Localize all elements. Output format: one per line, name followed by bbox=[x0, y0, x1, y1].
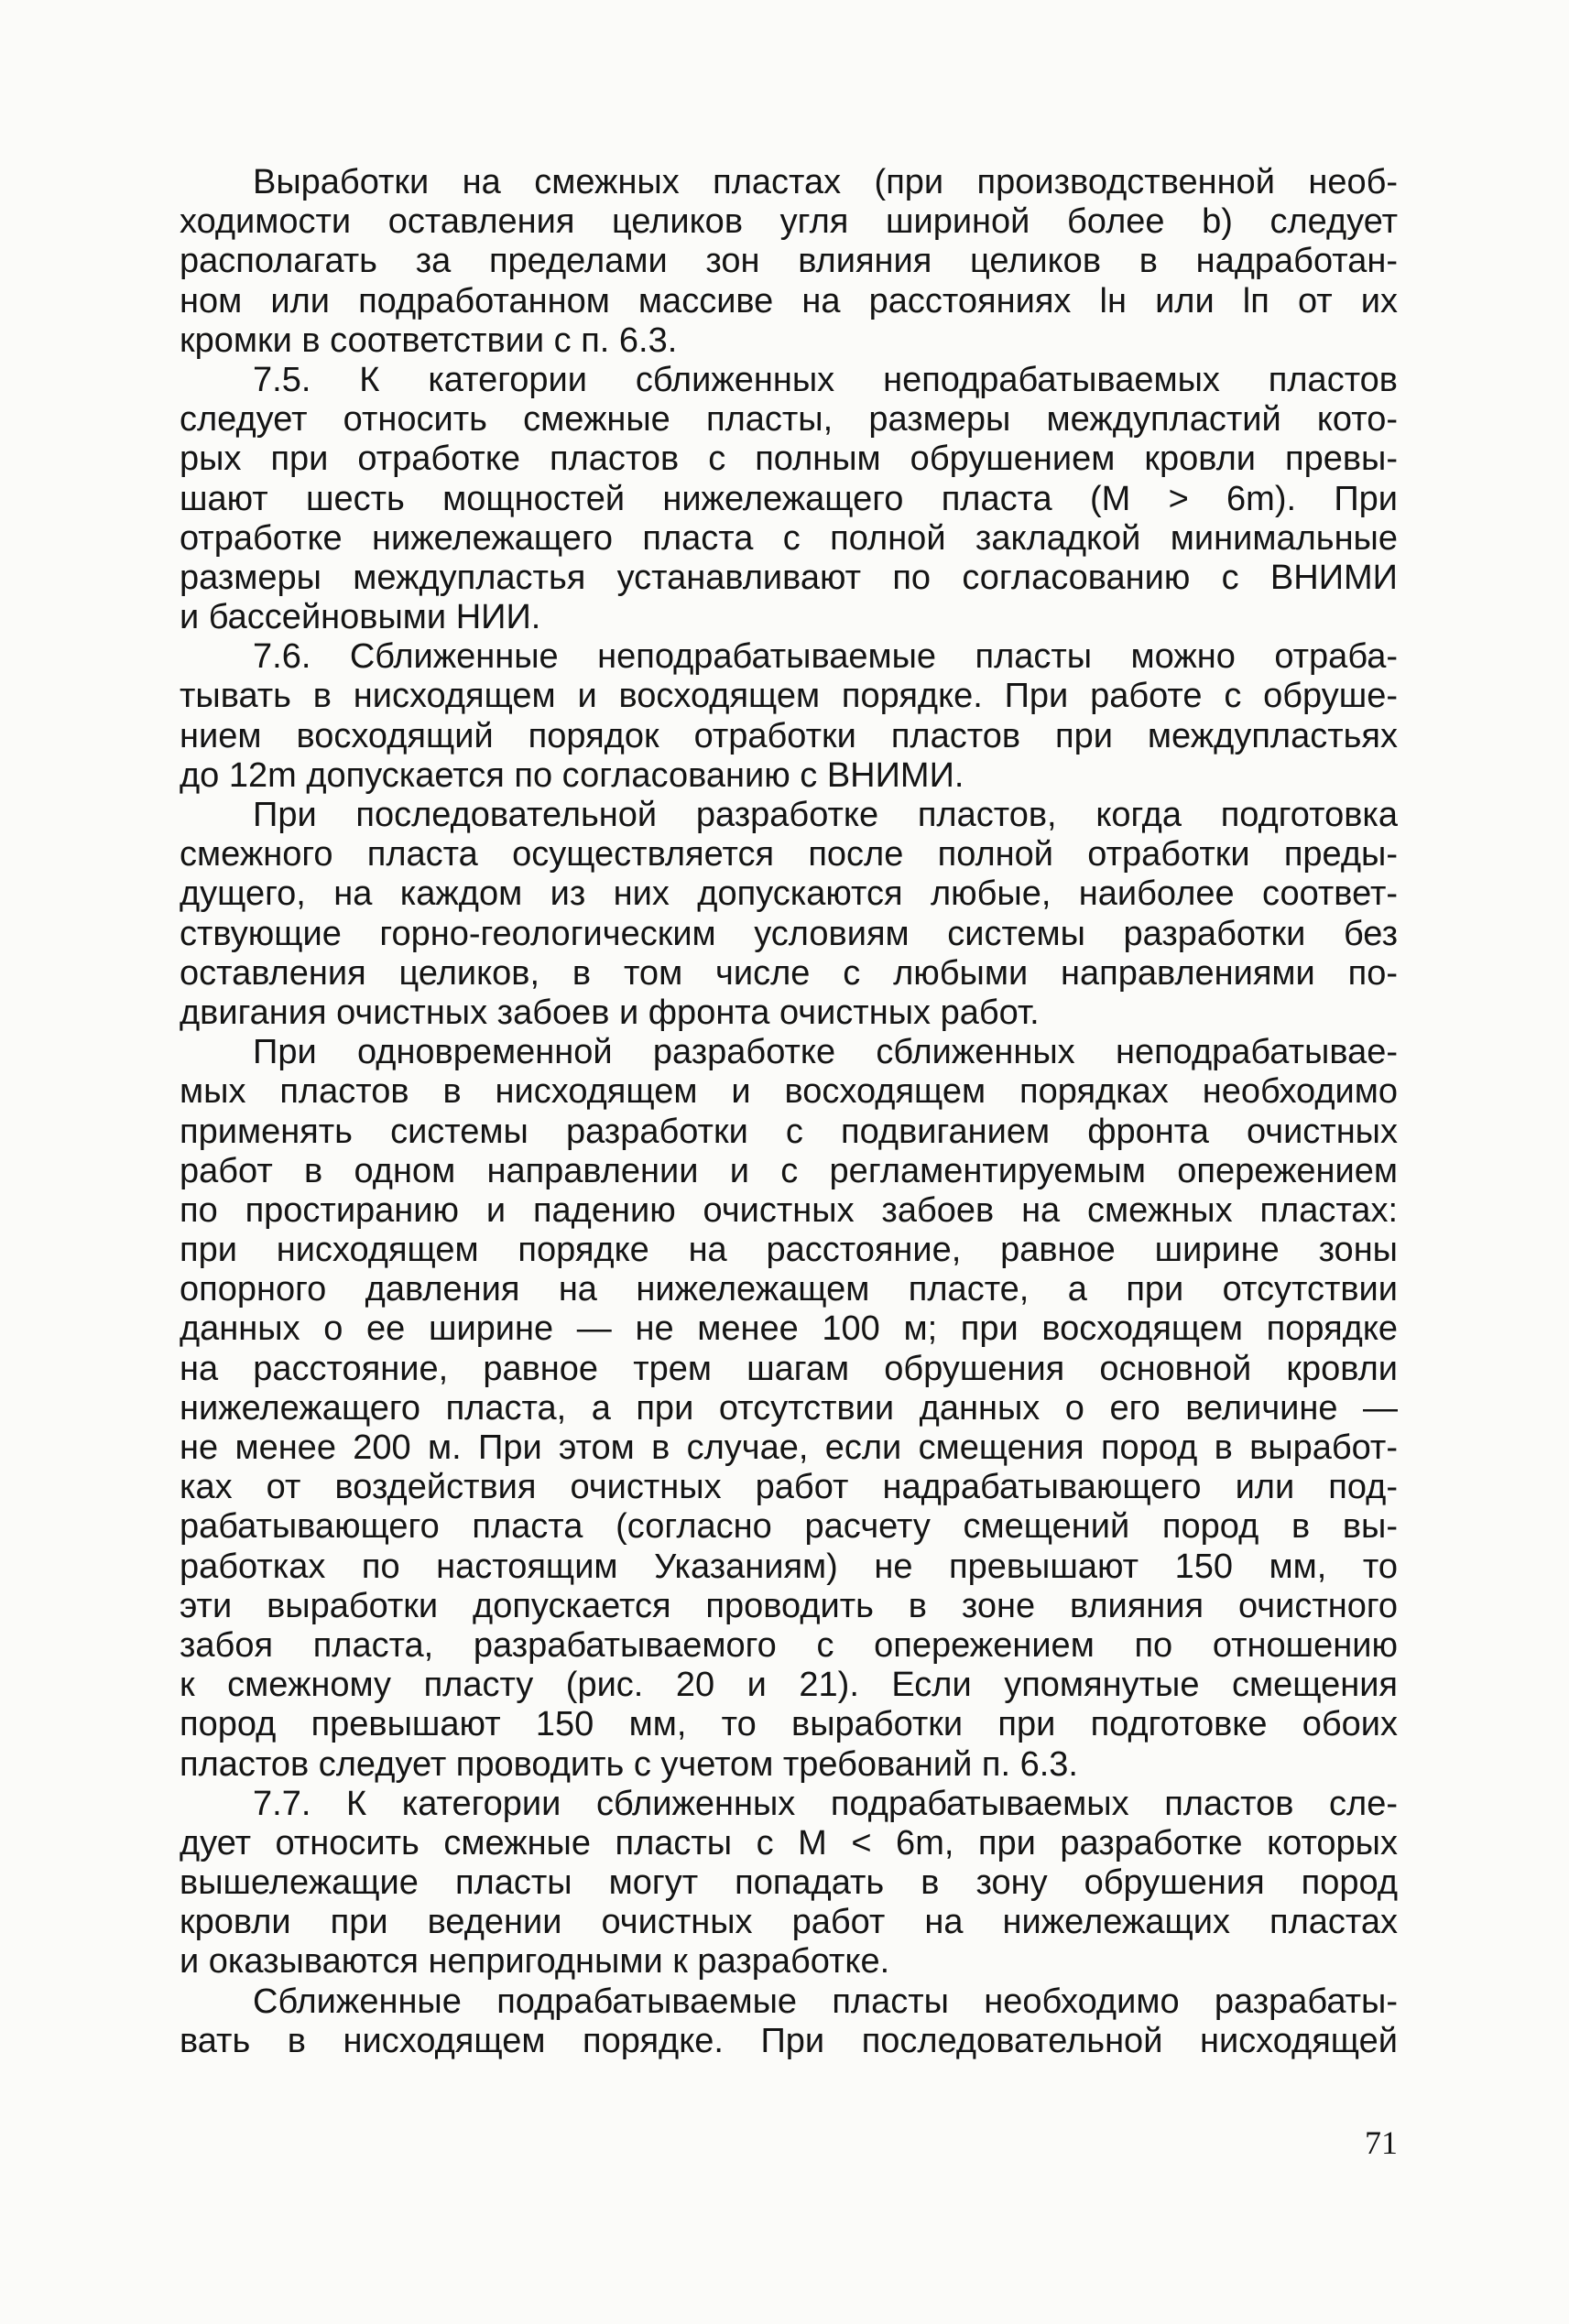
text-line: 7.5. К категории сближенных неподрабатываемых пластов bbox=[253, 360, 1398, 399]
text-line: 7.7. К категории сближенных подрабатываемых пластов сле- bbox=[253, 1784, 1398, 1823]
text-line: при нисходящем порядке на расстояние, равное ширине зоны bbox=[180, 1231, 1398, 1270]
text-line: Сближенные подрабатываемые пласты необходимо разрабаты- bbox=[253, 1982, 1398, 2021]
text-line: ках от воздействия очистных работ надрабатывающего или под- bbox=[180, 1468, 1398, 1507]
text-line: вышележащие пласты могут попадать в зону обрушения пород bbox=[180, 1863, 1398, 1903]
text-line: забоя пласта, разрабатываемого с опережением по отношению bbox=[180, 1625, 1398, 1665]
text-line: пластов следует проводить с учетом требований п. 6.3. bbox=[180, 1744, 1078, 1784]
paragraph bbox=[180, 1785, 1398, 1982]
text-line: ходимости оставления целиков угля шириной более b) следует bbox=[180, 202, 1398, 242]
text-line: ном или подработанном массиве на расстояниях lн или lп от их bbox=[180, 281, 1398, 320]
text-line: кромки в соответствии с п. 6.3. bbox=[180, 320, 678, 360]
text-line: пород превышают 150 мм, то выработки при подготовке обоих bbox=[180, 1705, 1398, 1744]
text-line: и оказываются непригодными к разработке. bbox=[180, 1942, 890, 1982]
text-line: двигания очистных забоев и фронта очистных работ. bbox=[180, 993, 1040, 1032]
text-line: отработке нижележащего пласта с полной закладкой минимальные bbox=[180, 518, 1398, 558]
text-line: до 12m допускается по согласованию с ВНИМИ. bbox=[180, 755, 964, 795]
text-line: данных о ее ширине — не менее 100 м; при восходящем порядке bbox=[180, 1309, 1398, 1349]
text-line: ствующие горно-геологическим условиям системы разработки без bbox=[180, 914, 1398, 953]
text-line: дует относить смежные пласты с M < 6m, при разработке которых bbox=[180, 1823, 1398, 1862]
text-line: нием восходящий порядок отработки пластов при междупластьях bbox=[180, 716, 1398, 755]
text-line: не менее 200 м. При этом в случае, если смещения пород в выработ- bbox=[180, 1428, 1398, 1467]
text-line: вать в нисходящем порядке. При последовательной нисходящей bbox=[180, 2021, 1398, 2060]
text-line: 7.6. Сближенные неподрабатываемые пласты можно отраба- bbox=[253, 637, 1398, 677]
text-line: следует относить смежные пласты, размеры междупластий кото- bbox=[180, 400, 1398, 440]
page-number: 71 bbox=[1365, 2124, 1398, 2161]
text-line: нижележащего пласта, а при отсутствии данных о его величине — bbox=[180, 1388, 1398, 1428]
text-line: к смежному пласту (рис. 20 и 21). Если упомянутые смещения bbox=[180, 1666, 1398, 1705]
text-line: тывать в нисходящем и восходящем порядке. При работе с обруше- bbox=[180, 677, 1398, 716]
text-line: рабатывающего пласта (согласно расчету смещений пород в вы- bbox=[180, 1507, 1398, 1547]
text-line: работках по настоящим Указаниям) не превышают 150 мм, то bbox=[180, 1547, 1398, 1586]
body-text bbox=[180, 163, 1398, 2061]
text-line: рых при отработке пластов с полным обрушением кровли превы- bbox=[180, 440, 1398, 479]
text-line: располагать за пределами зон влияния целиков в надработан- bbox=[180, 242, 1398, 281]
paragraph bbox=[180, 637, 1398, 796]
text-line: применять системы разработки с подвиганием фронта очистных bbox=[180, 1112, 1398, 1151]
paragraph bbox=[180, 1982, 1398, 2061]
paragraph bbox=[180, 163, 1398, 361]
text-line: опорного давления на нижележащем пласте, а при отсутствии bbox=[180, 1270, 1398, 1309]
text-line: и бассейновыми НИИ. bbox=[180, 598, 541, 637]
text-line: дущего, на каждом из них допускаются любые, наиболее соответ- bbox=[180, 874, 1398, 914]
paragraph bbox=[180, 1033, 1398, 1785]
text-line: по простиранию и падению очистных забоев на смежных пластах: bbox=[180, 1190, 1398, 1230]
text-line: смежного пласта осуществляется после полной отработки преды- bbox=[180, 835, 1398, 874]
paragraph bbox=[180, 796, 1398, 1033]
text-line: При одновременной разработке сближенных неподрабатывае- bbox=[253, 1033, 1398, 1072]
text-line: мых пластов в нисходящем и восходящем порядках необходимо bbox=[180, 1072, 1398, 1112]
text-line: эти выработки допускается проводить в зоне влияния очистного bbox=[180, 1586, 1398, 1625]
text-line: шают шесть мощностей нижележащего пласта (M > 6m). При bbox=[180, 479, 1398, 518]
text-line: При последовательной разработке пластов, когда подготовка bbox=[253, 796, 1398, 834]
paragraph bbox=[180, 361, 1398, 637]
text-line: кровли при ведении очистных работ на нижележащих пластах bbox=[180, 1903, 1398, 1942]
text-line: на расстояние, равное трем шагам обрушения основной кровли bbox=[180, 1349, 1398, 1388]
text-line: оставления целиков, в том числе с любыми направлениями по- bbox=[180, 953, 1398, 993]
text-line: работ в одном направлении и с регламентируемым опережением bbox=[180, 1151, 1398, 1190]
text-line: Выработки на смежных пластах (при производственной необ- bbox=[253, 163, 1398, 201]
text-line: размеры междупластья устанавливают по согласованию с ВНИМИ bbox=[180, 558, 1398, 597]
